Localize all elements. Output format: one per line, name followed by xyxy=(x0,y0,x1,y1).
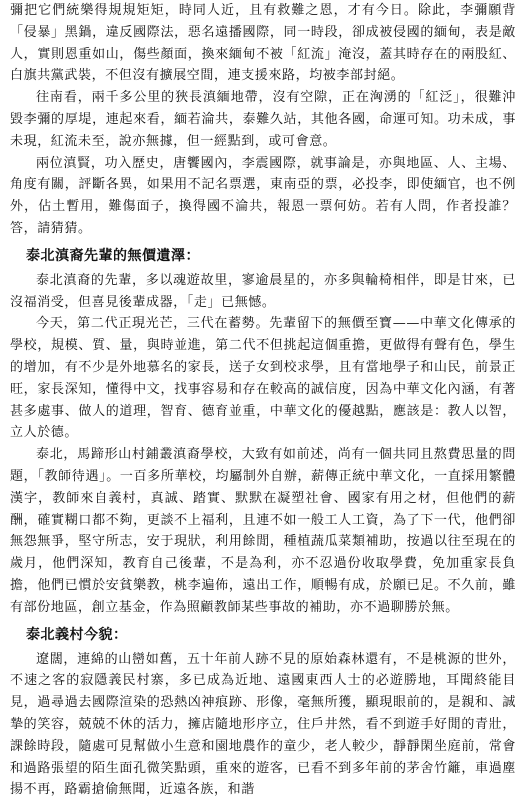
paragraph: 遼闊，連綿的山巒如舊，五十年前人跡不見的原始森林還有，不是桃源的世外，不速之客的寂隱義民村寨，多已成為近地、遠國東西人士的必遊勝地，耳聞終能目見，過尋過去國際渲染的恐熱凶神痕跡、形像，毫無所獲，顯現眼前的，是親和、誠摯的笑容，兢兢不休的活力，擁店隨地形序立，住戶井然，看不到遊手好閒的青壯，課餘時段，隨處可見幫做小生意和園地農作的童少，老人較少，靜靜閑坐庭前，常會和過路張望的陌生面孔微笑點頭，重來的遊客，已看不到多年前的茅舍竹籬，車過塵揚不再，路霸搶偷無聞，近遠各族，和諧 xyxy=(10,651,516,798)
paragraph: 泰北，馬蹄形山村鋪叢滇裔學校，大致有如前述，尚有一個共同且熬費思量的問題，「教師待遇」。一百多所華校，均屬制外自辦，薪傳正統中華文化，一直採用繁體漢字，教師來自義村，真誠、踏實、默默在凝塑社會、國家有用之材，但他們的薪酬，確實糊口都不夠，更談不上福利，且連不如一般工人工資，為了下一代，他們卻無怨無爭，堅守所志，安于現狀，利用餘閒，種植蔬瓜菜類補助，按過以往至現在的歲月，他們深知，教育自己後輩，不是為利，亦不忍過份收取學費，免加重家長負擔，他們已慣於安貧樂教，桃李遍佈，遠出工作，順暢有成，於願已足。不久前，雖有部份地區，創立基金，作為照顧教師某些事故的補助，亦不過聊勝於無。 xyxy=(10,447,516,615)
paragraph: 彌把它們統樂得規規矩矩，時同人近，且有救難之恩，才有今日。除此，李彌願背「侵暴」黑鍋，違反國際法，惡名遠播國際，同一時段，卻成被侵國的緬甸，表是敵人，實則恩重如山，傷些顏面，換來緬甸不被「紅流」淹沒，蓋其時存在的兩股紅、白旗共黨武裝，不但沒有擴展空間，連支援來路，均被李部封絕。 xyxy=(10,3,516,84)
section-heading: 泰北義村今貌： xyxy=(26,626,128,643)
paragraph: 兩位滇賢，功入歷史，唐饗國內，李震國際，就事論是，亦與地區、人、主場、角度有關，評斷各異，如果用不記名票選，東南亞的票，必投李，即使緬官，也不例外，佔土暫用，難傷面子，換得國不淪共，報恩一票何妨。若有人問，作者投誰？答，請猜猜。 xyxy=(10,155,516,236)
section-heading: 泰北滇裔先輩的無價遺澤： xyxy=(26,247,200,264)
paragraph: 泰北滇裔的先輩，多以魂遊故里，寥逾晨星的，亦多與輪椅相伴，即是甘來，已沒福消受，但喜見後輩成器，「走」已無憾。 xyxy=(10,272,516,310)
paragraph: 今天，第二代正現光芒，三代在蓄勢。先輩留下的無價至寶——中華文化傳承的學校，規模、質、量，與時並進，第二代不但挑起這個重擔，更做得有聲有色，學生的增加，有不少是外地慕名的家長，送子女到校求學，且有當地學子和山民，前景正旺，家長深知，懂得中文，找事容易和存在較高的誠信度，因為中華文化內涵，有著甚多處事、做人的道理，智育、德育並重，中華文化的優越點，應該是：教人以智，立人於德。 xyxy=(10,316,516,441)
paragraph: 往南看，兩千多公里的狹長滇緬地帶，沒有空隙，正在洶湧的「紅泛」，很難沖毀李彌的厚堤，連起來看，緬若淪共，泰難久站，其他各國，命運可知。功未成，事未現，紅流未至，說亦無據，但一經點到，或可會意。 xyxy=(10,90,516,149)
